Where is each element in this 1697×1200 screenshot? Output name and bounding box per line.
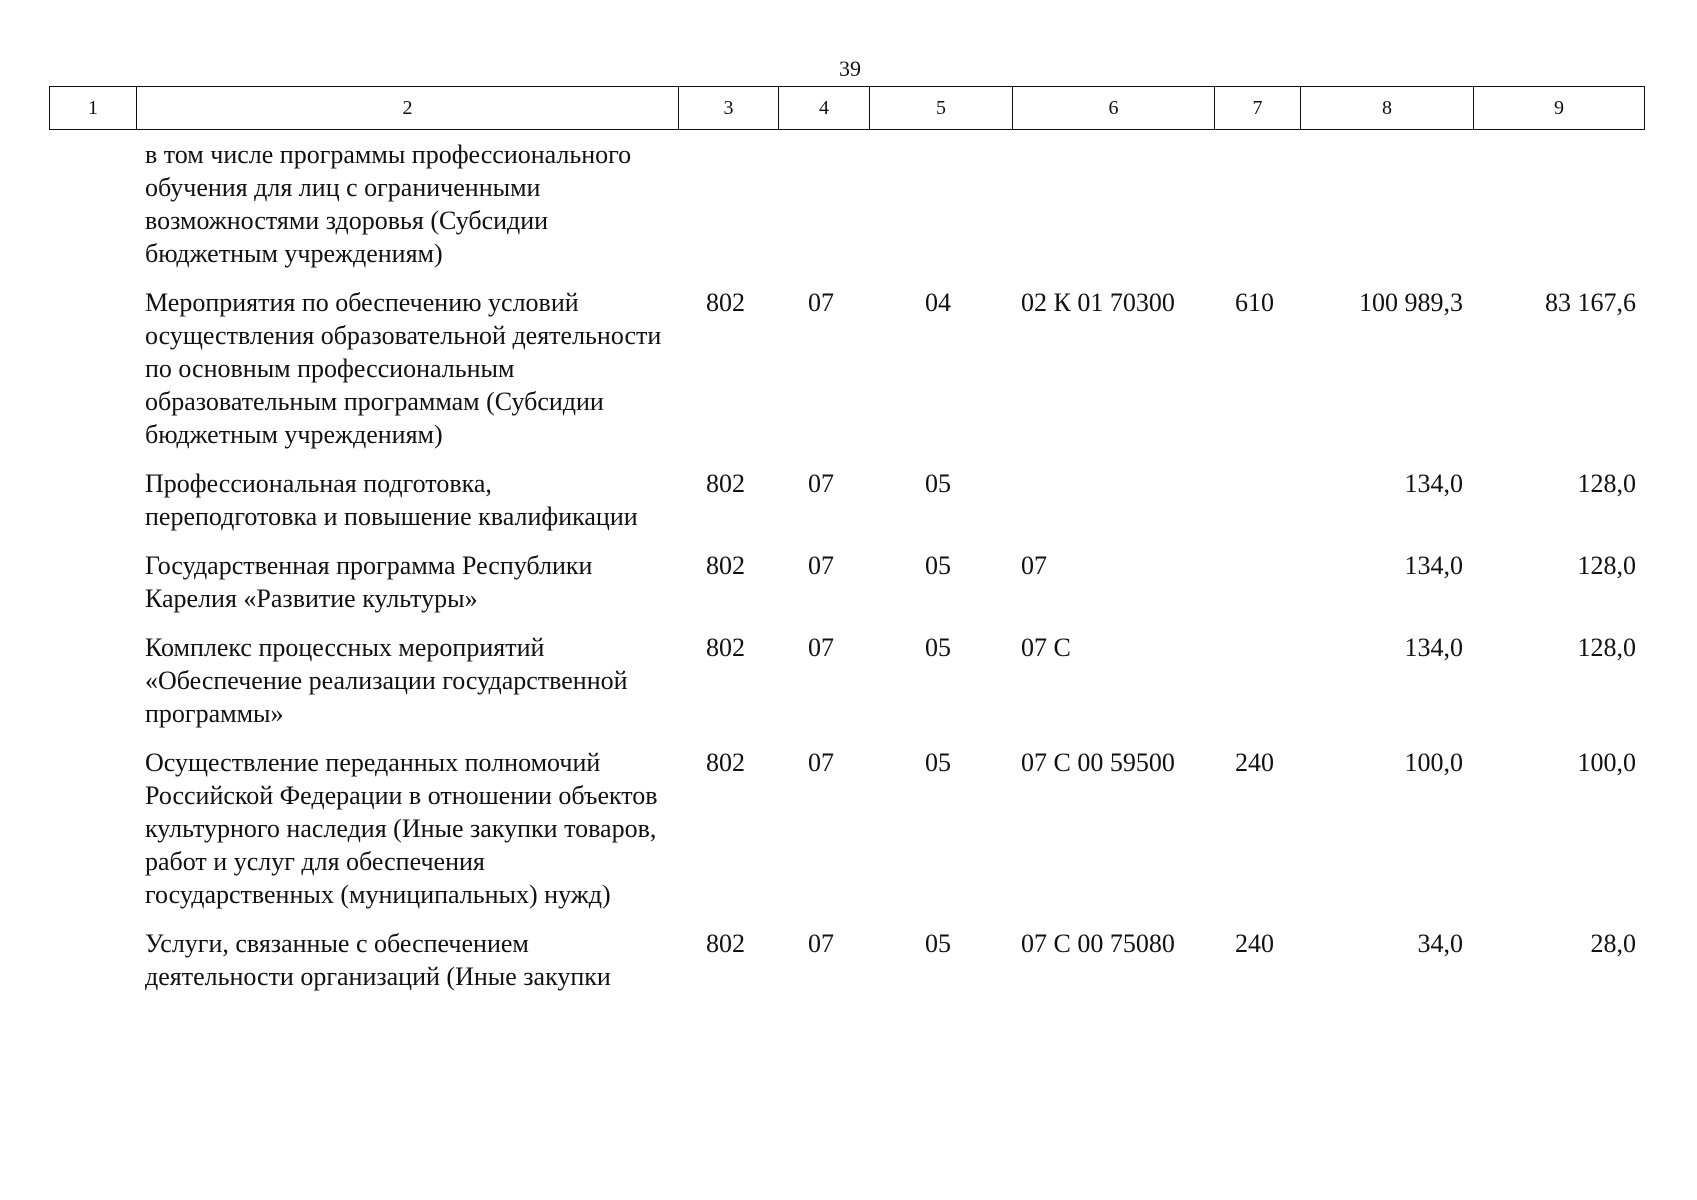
table-row — [49, 467, 1644, 549]
cell-amount-2 — [1473, 138, 1644, 286]
cell-amount-2: 128,0 — [1577, 633, 1636, 662]
cell-expense-type — [1214, 631, 1300, 746]
cell-ministry-code: 802 — [706, 288, 745, 317]
cell-subsection: 05 — [925, 929, 951, 958]
table-row — [49, 549, 1644, 631]
table-row — [49, 631, 1644, 746]
cell-section: 07 — [808, 633, 834, 662]
cell-expense-type: 240 — [1235, 748, 1274, 777]
cell-amount-1: 134,0 — [1404, 551, 1463, 580]
column-number: 7 — [1215, 87, 1301, 130]
cell-subsection: 05 — [925, 748, 951, 777]
cell-target-article: 07 С 00 59500 — [1021, 748, 1175, 777]
table-row — [49, 138, 1644, 286]
cell-ministry-code: 802 — [706, 551, 745, 580]
cell-ministry-code: 802 — [706, 748, 745, 777]
cell-target-article: 02 К 01 70300 — [1021, 288, 1175, 317]
column-number-row — [50, 87, 1645, 130]
cell-section: 07 — [808, 929, 834, 958]
column-number: 5 — [870, 87, 1013, 130]
column-number: 3 — [679, 87, 779, 130]
column-number: 8 — [1301, 87, 1474, 130]
cell-subsection: 04 — [925, 288, 951, 317]
cell-expense-type — [1214, 467, 1300, 549]
cell-expense-type — [1214, 549, 1300, 631]
cell-subsection: 05 — [925, 633, 951, 662]
row-name: Мероприятия по обеспечению условий осуществления образовательной деятельности по основным профессиональным образовательным программам (Субсидии бюджетным учреждениям) — [145, 288, 662, 449]
cell-section: 07 — [808, 748, 834, 777]
cell-amount-1: 100 989,3 — [1359, 288, 1463, 317]
page-number: 39 — [839, 56, 861, 81]
cell-target-article: 07 — [1021, 551, 1047, 580]
table-row — [49, 746, 1644, 927]
column-number: 2 — [137, 87, 679, 130]
table-row — [49, 286, 1644, 467]
cell-section: 07 — [808, 551, 834, 580]
cell-section: 07 — [808, 288, 834, 317]
cell-target-article: 07 С — [1021, 633, 1071, 662]
cell-expense-type: 610 — [1235, 288, 1274, 317]
row-name: Услуги, связанные с обеспечением деятельности организаций (Иные закупки — [145, 929, 611, 991]
column-number: 9 — [1474, 87, 1645, 130]
cell-subsection: 05 — [925, 469, 951, 498]
column-header-table — [49, 86, 1645, 130]
cell-target-article — [1012, 138, 1214, 286]
cell-target-article — [1012, 467, 1214, 549]
row-name: Профессиональная подготовка, переподготовка и повышение квалификации — [145, 469, 638, 531]
cell-section: 07 — [808, 469, 834, 498]
cell-subsection: 05 — [925, 551, 951, 580]
cell-ministry-code: 802 — [706, 469, 745, 498]
cell-ministry-code: 802 — [706, 929, 745, 958]
row-name: Комплекс процессных мероприятий «Обеспечение реализации государственной программы» — [145, 633, 628, 728]
cell-section — [778, 138, 869, 286]
cell-target-article: 07 С 00 75080 — [1021, 929, 1175, 958]
column-number: 4 — [779, 87, 870, 130]
column-number: 1 — [50, 87, 137, 130]
cell-amount-2: 128,0 — [1577, 469, 1636, 498]
row-name: в том числе программы профессионального обучения для лиц с ограниченными возможностями здоровья (Субсидии бюджетным учреждениям) — [145, 140, 632, 268]
cell-amount-1: 134,0 — [1404, 469, 1463, 498]
cell-amount-2: 28,0 — [1590, 929, 1636, 958]
row-name: Осуществление переданных полномочий Российской Федерации в отношении объектов культурного наследия (Иные закупки товаров, работ и услуг для обеспечения государственных (муниципальных) нужд) — [145, 748, 658, 909]
cell-amount-2: 100,0 — [1577, 748, 1636, 777]
cell-amount-2: 128,0 — [1577, 551, 1636, 580]
cell-amount-1 — [1300, 138, 1473, 286]
column-number: 6 — [1013, 87, 1215, 130]
budget-table — [49, 138, 1644, 1009]
cell-amount-2: 83 167,6 — [1545, 288, 1636, 317]
cell-amount-1: 34,0 — [1417, 929, 1463, 958]
cell-amount-1: 100,0 — [1404, 748, 1463, 777]
cell-expense-type — [1214, 138, 1300, 286]
row-name: Государственная программа Республики Карелия «Развитие культуры» — [145, 551, 593, 613]
cell-ministry-code: 802 — [706, 633, 745, 662]
table-row — [49, 927, 1644, 1009]
cell-expense-type: 240 — [1235, 929, 1274, 958]
cell-amount-1: 134,0 — [1404, 633, 1463, 662]
cell-ministry-code — [678, 138, 778, 286]
cell-subsection — [869, 138, 1012, 286]
